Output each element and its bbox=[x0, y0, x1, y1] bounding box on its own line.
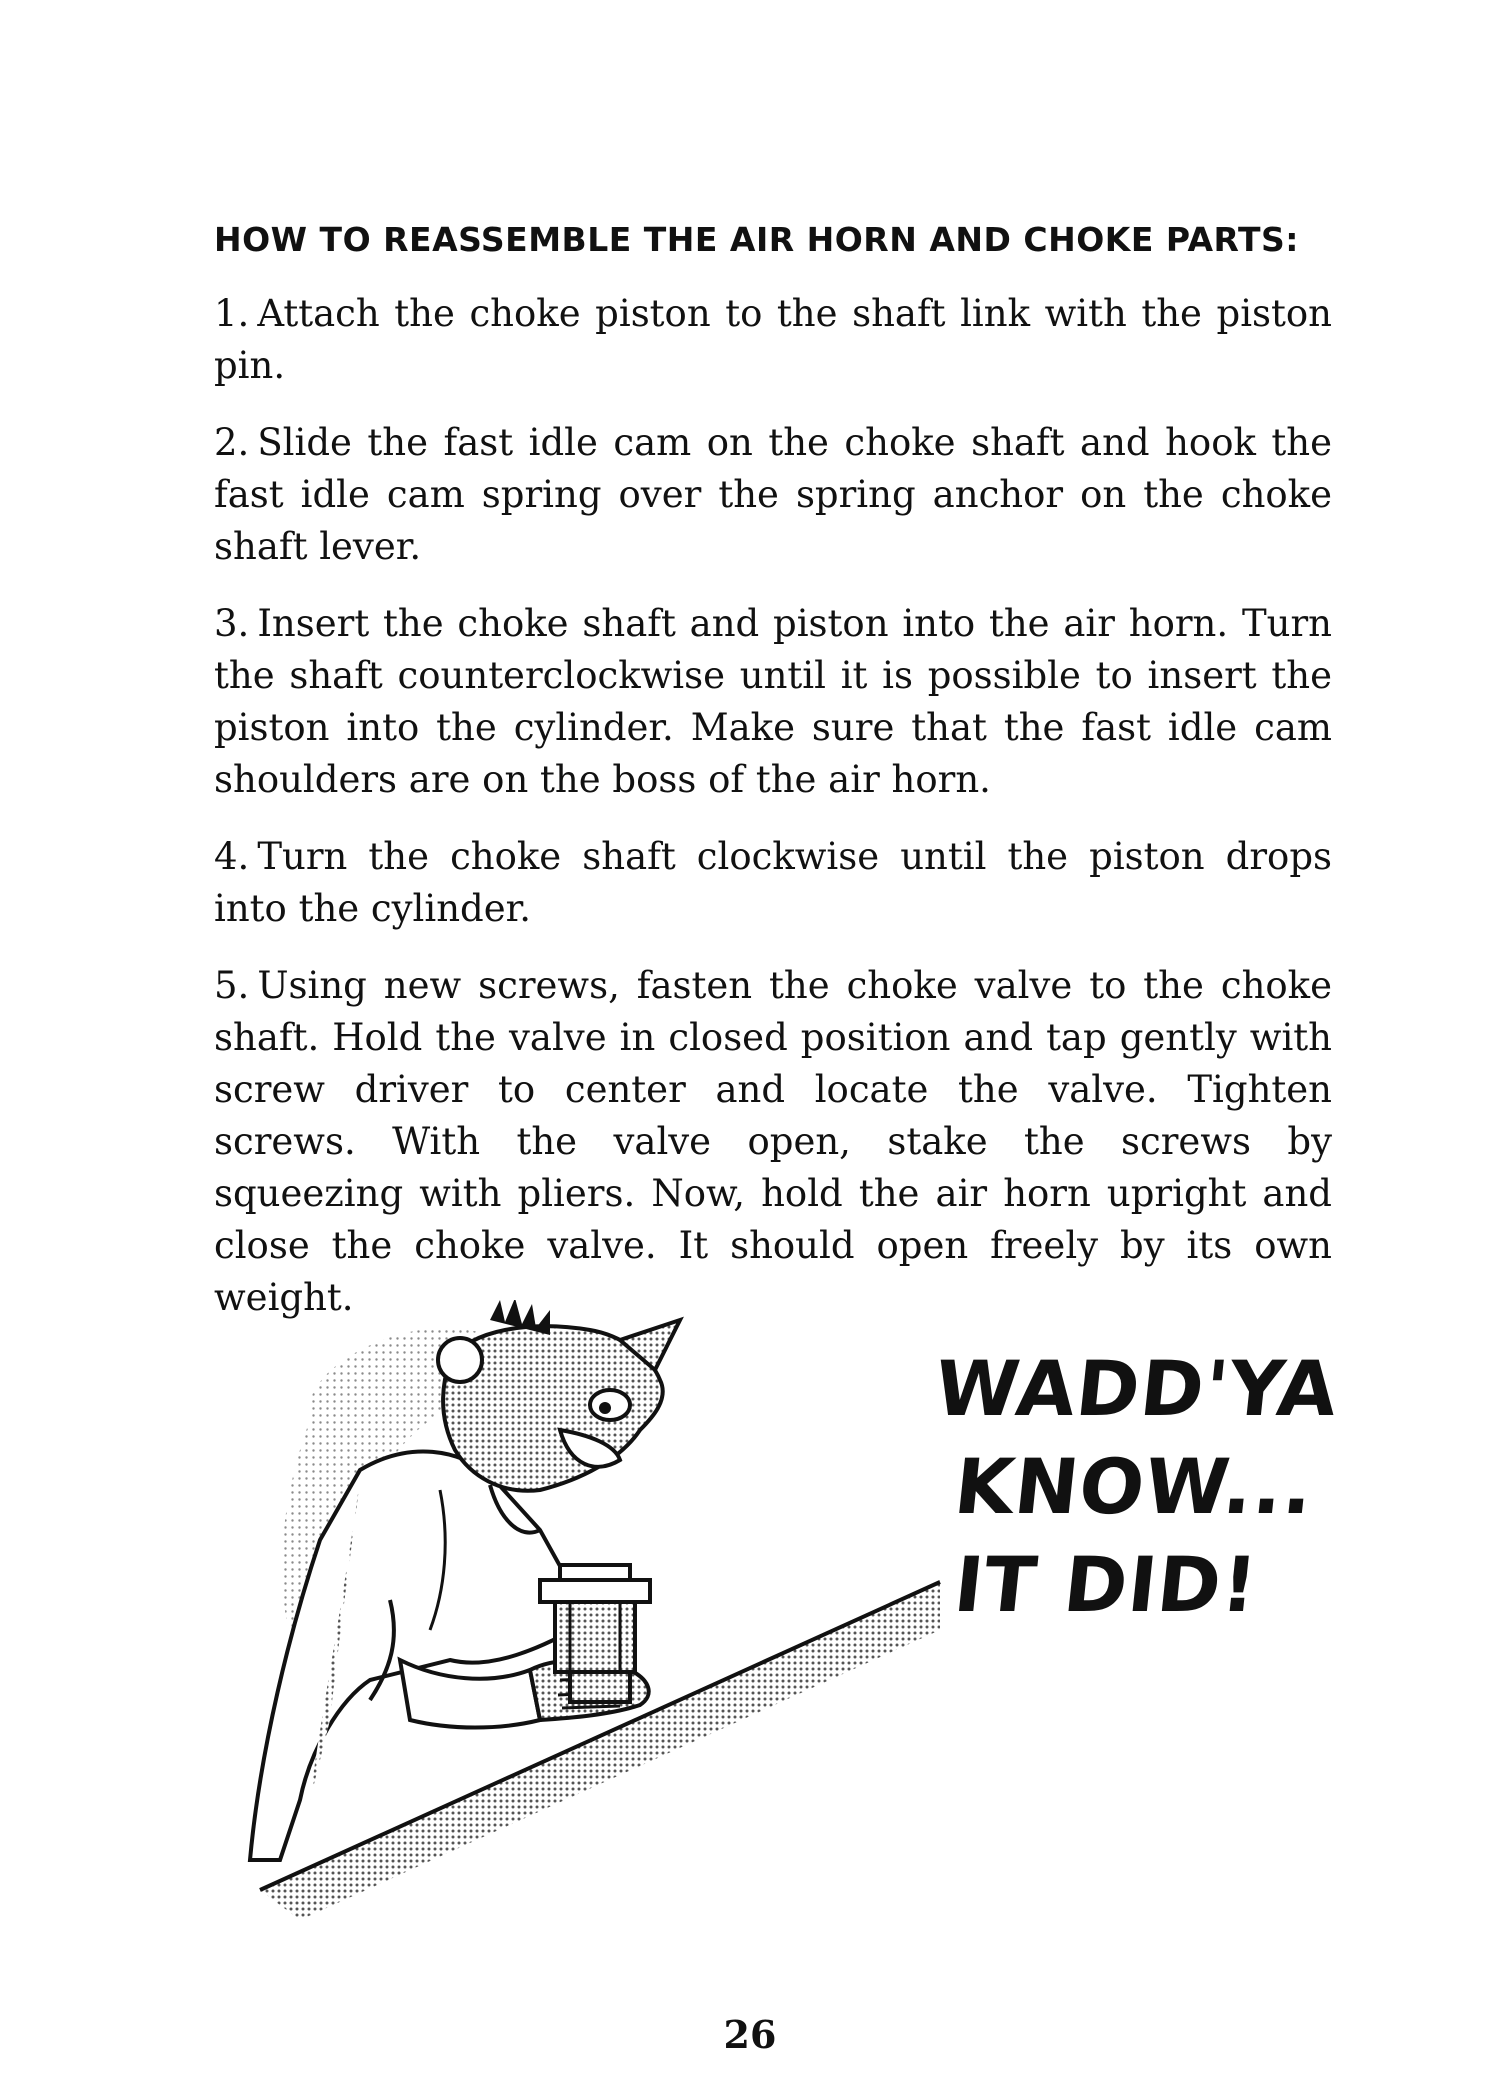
step-number: 1. bbox=[214, 292, 250, 335]
cartoon-exclamation bbox=[910, 1340, 1343, 1634]
steps-list bbox=[214, 288, 1332, 1349]
section-heading: HOW TO REASSEMBLE THE AIR HORN AND CHOKE PARTS: bbox=[214, 220, 1299, 259]
ear bbox=[438, 1338, 482, 1382]
step-3 bbox=[214, 598, 1332, 806]
step-text: Insert the choke shaft and piston into the air horn. Turn the shaft counterclockwise until it is possible to insert the piston into the cylinder. Make sure that the fast idle cam shoulders are on the boss of the air horn. bbox=[214, 602, 1332, 801]
page-number: 26 bbox=[723, 2012, 777, 2057]
pupil bbox=[599, 1402, 611, 1414]
mechanic-cartoon-illustration bbox=[240, 1300, 960, 1920]
step-number: 2. bbox=[214, 421, 250, 464]
step-5 bbox=[214, 960, 1332, 1324]
step-number: 5. bbox=[214, 964, 250, 1007]
exclamation-line-3: IT DID! bbox=[950, 1540, 1263, 1629]
step-number: 4. bbox=[214, 835, 250, 878]
step-2 bbox=[214, 417, 1332, 573]
exclamation-line-2: KNOW... bbox=[950, 1442, 1319, 1531]
step-text: Slide the fast idle cam on the choke shaft and hook the fast idle cam spring over the spring anchor on the choke shaft lever. bbox=[214, 421, 1332, 568]
exclamation-line-1: WADD'YA bbox=[930, 1344, 1343, 1433]
sleeve bbox=[400, 1660, 540, 1728]
step-text: Using new screws, fasten the choke valve to the choke shaft. Hold the valve in closed position and tap gently with screw driver to center and locate the valve. Tighten screws. With the valve open, stake the screws by squeezing with pliers. Now, hold the air horn upright and close the choke valve. It should open freely by its own weight. bbox=[214, 964, 1332, 1319]
step-text: Turn the choke shaft clockwise until the piston drops into the cylinder. bbox=[214, 835, 1332, 930]
step-number: 3. bbox=[214, 602, 250, 645]
step-4 bbox=[214, 831, 1332, 935]
step-text: Attach the choke piston to the shaft link with the piston pin. bbox=[214, 292, 1332, 387]
step-1 bbox=[214, 288, 1332, 392]
